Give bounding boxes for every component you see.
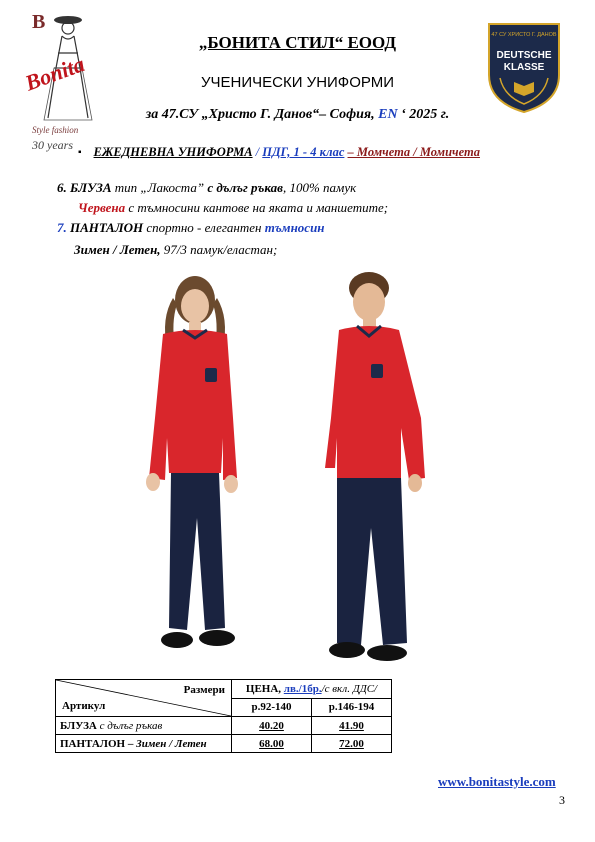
- company-name: „БОНИТА СТИЛ“ ЕООД: [198, 33, 397, 52]
- table-header-row: [56, 680, 392, 699]
- uniform-heading: [78, 145, 480, 160]
- document-title: УЧЕНИЧЕСКИ УНИФОРМИ: [201, 74, 394, 91]
- bullet-icon: ▪: [78, 147, 82, 158]
- uniform-separator: /: [255, 145, 260, 159]
- price-cell: 72.00: [312, 735, 392, 753]
- pants-line: [57, 220, 325, 236]
- price-cell: 40.20: [232, 717, 312, 735]
- blouse-name: БЛУЗА: [70, 180, 112, 195]
- table-row: [56, 717, 392, 735]
- price-vat-note: /с вкл. ДДС/: [321, 682, 378, 695]
- logo-letter: B: [32, 11, 46, 33]
- pants-name: ПАНТАЛОН: [70, 220, 144, 235]
- pants-number: 7.: [57, 220, 67, 235]
- blouse-line: [57, 180, 356, 196]
- price-header-label: ЦЕНА,: [245, 682, 282, 695]
- price-cell: 68.00: [232, 735, 312, 753]
- uniform-title: ЕЖЕДНЕВНА УНИФОРМА: [93, 145, 253, 159]
- school-name: за 47.СУ „Христо Г. Данов“– София,: [145, 107, 375, 122]
- table-row: [56, 735, 392, 753]
- price-table: [55, 679, 392, 753]
- pants-desc: спортно - елегантен: [146, 220, 262, 235]
- row-label: БЛУЗА с дълъг ръкав: [56, 717, 232, 735]
- language-code: EN: [378, 107, 398, 122]
- price-cell: 41.90: [312, 717, 392, 735]
- pants-color: тъмносин: [264, 220, 325, 235]
- school-line: [0, 107, 595, 123]
- logo-line1: DEUTSCHE: [496, 50, 552, 61]
- pants-season-line: [74, 242, 277, 258]
- row-label: ПАНТАЛОН – Зимен / Летен: [56, 735, 232, 753]
- uniform-photo: [125, 268, 445, 668]
- logo-school-text: 47 СУ ХРИСТО Г. ДАНОВ: [491, 32, 557, 38]
- logo-subtitle: Style fashion: [32, 125, 79, 135]
- size-column-1: р.92-140: [232, 698, 312, 717]
- blouse-number: 6.: [57, 180, 67, 195]
- price-header: [232, 680, 392, 699]
- logo-line2: KLASSE: [503, 62, 545, 73]
- blouse-type: тип „Лакоста”: [114, 180, 205, 195]
- pants-season: Зимен / Летен,: [74, 242, 161, 257]
- blouse-sleeve: с дълъг ръкав: [207, 180, 283, 195]
- article-label: Артикул: [62, 700, 106, 712]
- blouse-color: Червена: [78, 200, 126, 215]
- school-year: ‘ 2025 г.: [401, 107, 450, 122]
- table-corner-cell: [56, 680, 232, 717]
- boy-figure-icon: [325, 272, 425, 661]
- website-link[interactable]: www.bonitastyle.com: [438, 774, 556, 789]
- blouse-color-line: [78, 200, 388, 216]
- logo-brand: Bonita: [21, 51, 88, 96]
- page-number: 3: [559, 793, 565, 807]
- size-column-2: р.146-194: [312, 698, 392, 717]
- blouse-material: , 100% памук: [282, 180, 357, 195]
- logo-years: 30 years: [32, 138, 73, 152]
- price-unit: лв./1бр.: [283, 682, 322, 695]
- girl-figure-icon: [146, 276, 238, 648]
- blouse-color-desc: с тъмносини кантове на яката и маншетите;: [128, 200, 389, 215]
- sizes-label: Размери: [183, 684, 225, 696]
- uniform-gender: – Момчета / Момичета: [347, 145, 480, 159]
- uniform-grades: ПДГ, 1 - 4 клас: [262, 145, 345, 159]
- pants-material: 97/3 памук/еластан;: [163, 242, 278, 257]
